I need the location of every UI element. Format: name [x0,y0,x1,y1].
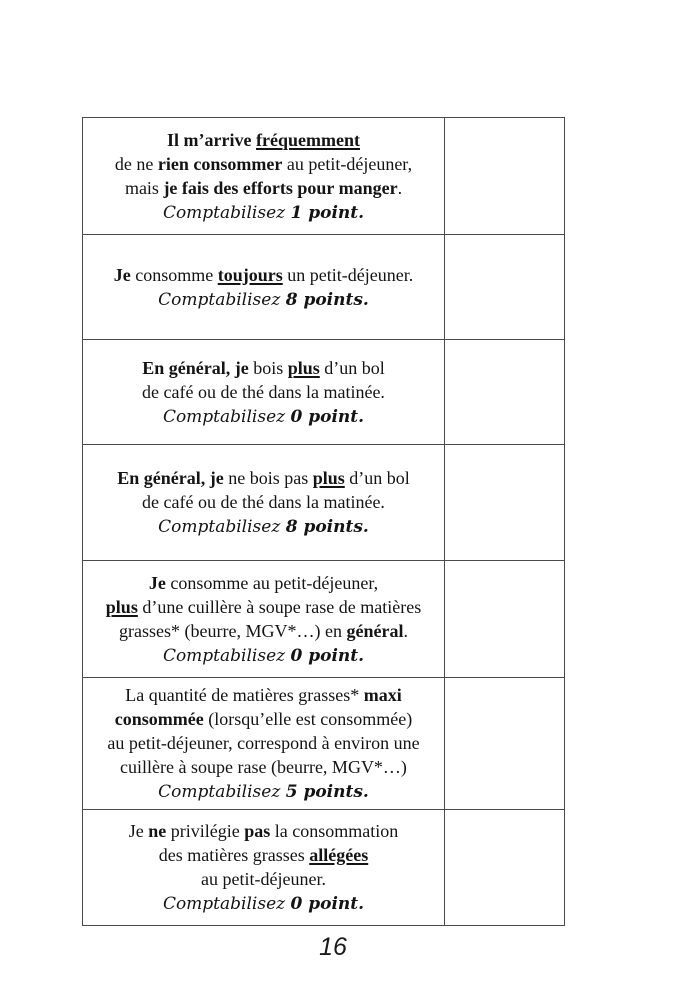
text-run: cuillère à soupe rase (beurre, MGV*…) [120,757,407,777]
question-cell [83,235,445,340]
text-run: ne bois pas [223,468,313,488]
text-run: allégées [309,845,369,865]
score-line [83,779,444,804]
text-run: un petit-déjeuner. [282,264,414,285]
page-number: 16 [319,933,347,961]
score-line [83,200,444,225]
text-run: 0 point. [290,894,365,914]
text-run: Je [113,264,131,285]
text-run: . [403,620,408,641]
table-row [83,445,565,561]
text-run: 0 point. [290,406,365,427]
text-run: consomme [130,264,218,285]
text-run: plus [105,596,138,617]
text-run: 1 point. [290,202,365,223]
text-run: de ne [114,153,158,174]
answer-cell [445,235,565,340]
text-run: je fais des efforts pour manger [163,177,398,198]
text-run: Comptabilisez [162,406,291,427]
question-line [83,128,444,152]
question-line [83,152,444,176]
text-run: plus [312,468,345,488]
questionnaire-rows [83,118,565,926]
text-run: Comptabilisez [162,202,291,223]
questionnaire-table [82,117,565,926]
table-row [83,678,565,810]
text-run: plus [287,357,320,378]
text-run: (lorsqu’elle est consommée) [203,709,413,729]
text-run: mais [124,177,164,198]
text-run: 8 points. [285,289,369,310]
score-line [83,891,444,916]
text-run: général [346,620,404,641]
text-run: Comptabilisez [158,782,286,802]
text-run: ne [148,821,167,841]
question-line [83,731,444,755]
text-run: de café ou de thé dans la matinée. [142,492,385,512]
question-line [83,619,444,643]
text-run: consomme au petit-déjeuner, [165,572,379,593]
question-line [83,263,444,287]
text-run: de café ou de thé dans la matinée. [142,381,385,402]
answer-cell [445,340,565,445]
text-run: Je [148,572,166,593]
text-run: privilégie [166,821,245,841]
question-line [83,755,444,779]
text-run: Comptabilisez [162,645,291,666]
text-run: d’une cuillère à soupe rase de matières [137,596,422,617]
question-line [83,466,444,490]
text-run: 0 point. [290,645,365,666]
question-line [83,867,444,891]
question-cell [83,340,445,445]
text-run: toujours [217,264,283,285]
question-cell [83,810,445,926]
text-run: En général, je [142,357,249,378]
text-run: Comptabilisez [158,517,286,537]
text-run: d’un bol [344,468,410,488]
answer-cell [445,678,565,810]
question-line [83,571,444,595]
score-line [83,643,444,668]
table-row [83,340,565,445]
score-line [83,404,444,429]
text-run: bois [248,357,288,378]
question-cell [83,678,445,810]
question-line [83,595,444,619]
text-run: au petit-déjeuner, correspond à environ une [107,733,420,753]
answer-cell [445,561,565,678]
text-run: maxi [363,685,402,705]
text-run: Je [128,821,149,841]
question-cell [83,118,445,235]
question-line [83,356,444,380]
text-run: 5 points. [285,782,369,802]
text-run: d’un bol [319,357,385,378]
question-line [83,707,444,731]
text-run: fréquemment [256,129,360,150]
text-run: . [397,177,403,198]
answer-cell [445,810,565,926]
question-line [83,380,444,404]
text-run: Il m’arrive [167,129,256,150]
text-run: En général, je [117,468,224,488]
question-cell [83,445,445,561]
table-row [83,561,565,678]
question-cell [83,561,445,678]
text-run: Comptabilisez [158,289,286,310]
text-run: des matières grasses [158,845,310,865]
text-run: pas [244,821,271,841]
question-line [83,683,444,707]
text-run: consommée [114,709,204,729]
question-line [83,843,444,867]
text-run: au petit-déjeuner, [282,153,413,174]
score-line [83,514,444,539]
table-row [83,810,565,926]
question-line [83,490,444,514]
text-run: la consommation [270,821,399,841]
text-run: grasses* (beurre, MGV*…) en [119,620,347,641]
table-row [83,118,565,235]
question-line [83,176,444,200]
answer-cell [445,118,565,235]
score-line [83,287,444,312]
answer-cell [445,445,565,561]
question-line [83,819,444,843]
text-run: rien consommer [157,153,283,174]
text-run: 8 points. [285,517,369,537]
text-run: La quantité de matières grasses* [125,685,364,705]
text-run: au petit-déjeuner. [201,869,326,889]
table-row [83,235,565,340]
text-run: Comptabilisez [162,894,291,914]
